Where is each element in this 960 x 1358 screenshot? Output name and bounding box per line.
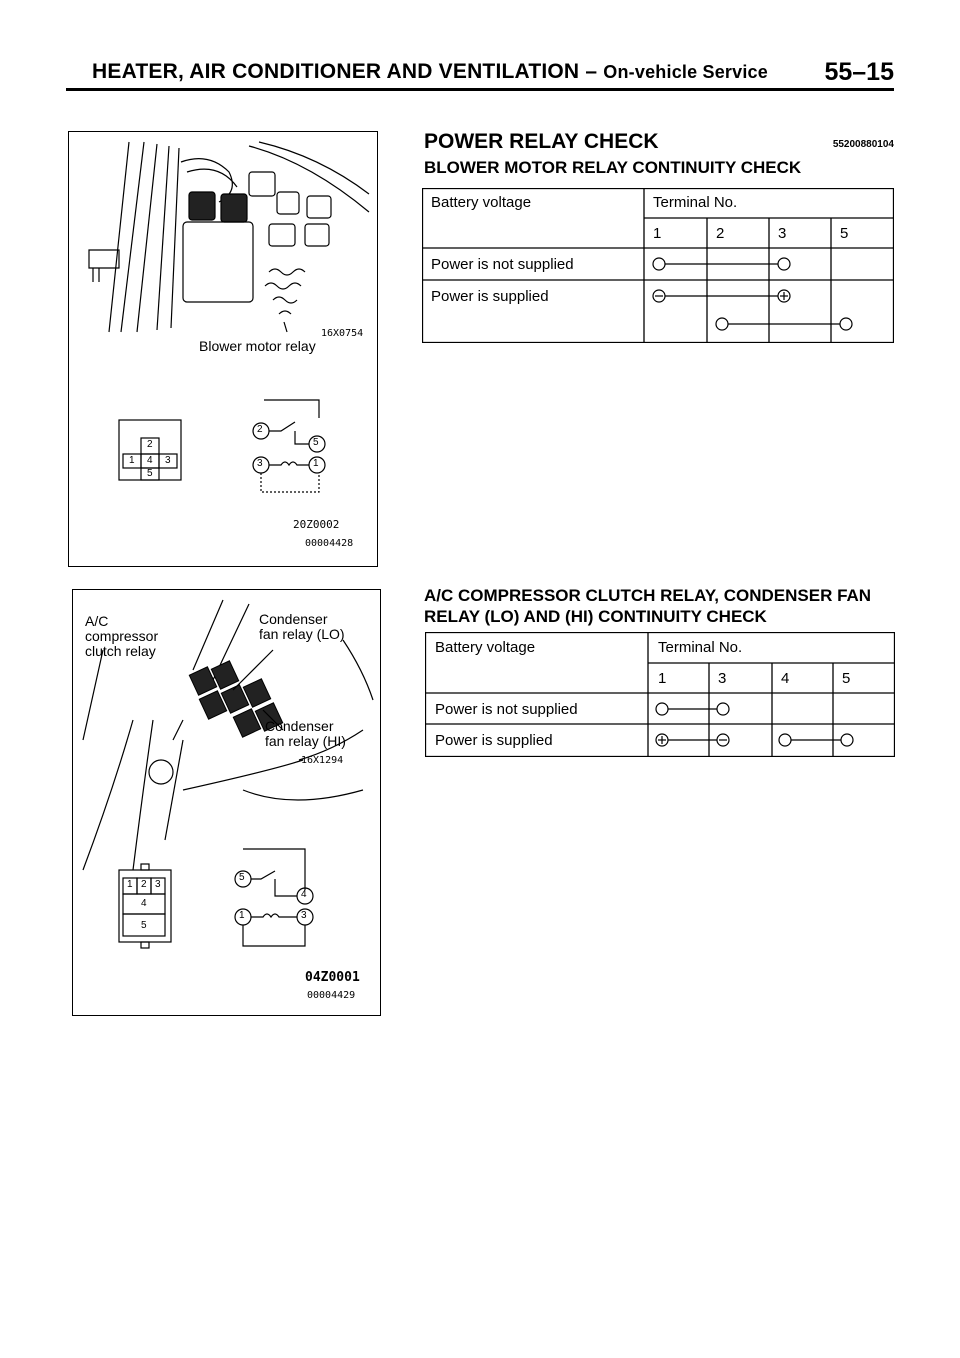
- table1-terminal: 3: [778, 225, 787, 242]
- schem2-pin: 4: [301, 889, 307, 900]
- schem2-pin: 5: [239, 872, 245, 883]
- table1-terminal: 1: [653, 225, 662, 242]
- conn1-pin: 3: [165, 455, 171, 466]
- header-rule: [66, 88, 894, 91]
- section-code: 55200880104: [832, 139, 894, 150]
- conn2-pin: 3: [155, 879, 161, 890]
- table2-terminal: 1: [658, 670, 667, 687]
- table1-terminal: 5: [840, 225, 849, 242]
- conn1-pin: 5: [147, 468, 153, 479]
- schem2-pin: 3: [301, 910, 307, 921]
- conn2-pin: 5: [141, 920, 147, 931]
- header-title-main: HEATER, AIR CONDITIONER AND VENTILATION: [92, 60, 580, 83]
- figure1-number: 00004428: [305, 538, 354, 549]
- table1-title: BLOWER MOTOR RELAY CONTINUITY CHECK: [424, 158, 802, 177]
- table2-terminal: 4: [781, 670, 790, 687]
- conn1-pin: 2: [147, 439, 153, 450]
- table2-title: A/C COMPRESSOR CLUTCH RELAY, CONDENSER FAN RELAY (LO) AND (HI) CONTINUITY CHECK: [424, 586, 872, 626]
- schem1-pin: 3: [257, 458, 263, 469]
- figure2-number: 00004429: [307, 990, 356, 1001]
- figure-blower-motor-relay: [68, 131, 378, 567]
- conn1-pin: 1: [129, 455, 135, 466]
- schem1-pin: 5: [313, 437, 319, 448]
- ac-relay-continuity-table: [425, 632, 895, 757]
- page-header: [92, 58, 894, 90]
- table1-terminal: 2: [716, 225, 725, 242]
- ac-photo-code: 16X1294: [301, 755, 344, 766]
- table1-col-header: Battery voltage: [431, 194, 532, 211]
- conn1-pin: 4: [147, 455, 153, 466]
- page-header-title: [92, 60, 768, 84]
- conn2-pin: 4: [141, 898, 147, 909]
- schem1-pin: 1: [313, 458, 319, 469]
- conn2-pin: 2: [141, 879, 147, 890]
- blower-relay-continuity-table: [422, 188, 894, 343]
- table1-row-label: Power is supplied: [431, 288, 549, 305]
- blower-relay-callout: Blower motor relay: [199, 338, 316, 354]
- table2-terminal: 5: [842, 670, 851, 687]
- header-title-sep: –: [585, 60, 598, 83]
- table2-row-label: Power is supplied: [435, 732, 553, 749]
- header-title-sub: On-vehicle Service: [603, 62, 768, 82]
- page-number: 55–15: [824, 58, 894, 86]
- table2-terminal-header: Terminal No.: [658, 639, 743, 656]
- table2-terminal: 3: [718, 670, 727, 687]
- schem2-pin: 1: [239, 910, 245, 921]
- table1-terminal-header: Terminal No.: [653, 194, 738, 211]
- conn2-pin: 1: [127, 879, 133, 890]
- ac-diagram-code: 04Z0001: [305, 970, 360, 985]
- section-title: POWER RELAY CHECK: [424, 130, 659, 153]
- table1-row-label: Power is not supplied: [431, 256, 574, 273]
- blower-photo-code: 16X0754: [321, 328, 364, 339]
- condenser-lo-callout: Condenser fan relay (LO): [259, 611, 345, 642]
- table1-continuity-marks: [653, 258, 852, 330]
- table2-col-header: Battery voltage: [435, 639, 536, 656]
- figure-ac-condenser-relays: [72, 589, 381, 1016]
- condenser-hi-callout: Condenser fan relay (HI): [265, 718, 346, 749]
- schem1-pin: 2: [257, 424, 263, 435]
- blower-diagram-code: 20Z0002: [293, 518, 340, 531]
- ac-clutch-relay-callout: A/C compressor clutch relay: [85, 613, 159, 659]
- table2-row-label: Power is not supplied: [435, 701, 578, 718]
